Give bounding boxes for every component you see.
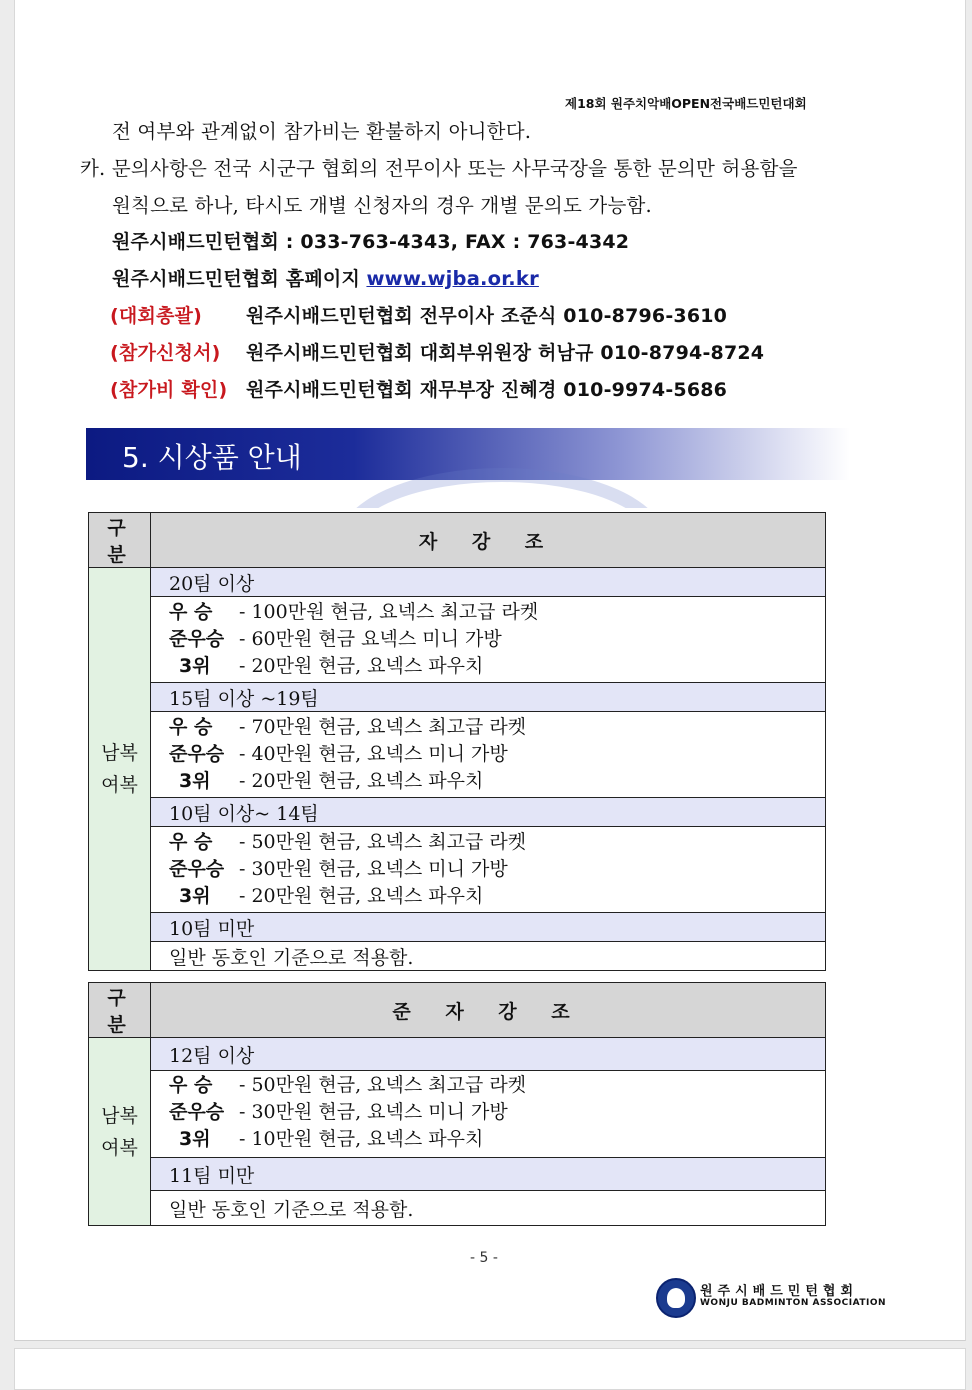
next-page-edge (14, 1348, 966, 1390)
rank-label: 우 승 (169, 1074, 213, 1096)
footer-org-korean: 원주시배드민턴협회 (700, 1284, 859, 1299)
prize-text: - 30만원 현금, 요넥스 미니 가방 (239, 858, 508, 880)
rank-label: 3위 (179, 1128, 211, 1150)
prize-row (169, 714, 825, 741)
contact-row-2 (110, 338, 764, 365)
contact-role: (참가비 확인) (110, 379, 228, 401)
contact-info: 원주시배드민턴협회 대회부위원장 허남규 010-8794-8724 (246, 342, 765, 364)
category-line: 여복 (101, 1136, 138, 1159)
watermark-logo (330, 468, 650, 508)
rank-label: 준우승 (169, 1101, 225, 1123)
prize-list (151, 827, 826, 913)
contact-role: (대회총괄) (110, 305, 202, 327)
contact-info: 원주시배드민턴협회 재무부장 진혜경 010-9974-5686 (246, 379, 728, 401)
phone-fax-line: 원주시배드민턴협회 : 033-763-4343, FAX : 763-4342 (112, 231, 630, 253)
category-cell (89, 1038, 151, 1226)
section-title: 5. 시상품 안내 (122, 441, 302, 474)
prize-row (169, 741, 825, 768)
rank-label: 준우승 (169, 858, 225, 880)
prize-row (169, 1126, 825, 1153)
rank-label: 3위 (179, 655, 211, 677)
header-category: 구 분 (89, 983, 151, 1038)
prize-row (169, 768, 825, 795)
body-line-1: 전 여부와 관계없이 참가비는 환불하지 아니한다. (112, 120, 532, 143)
prize-table-semi-strong (88, 982, 826, 1226)
rank-label: 우 승 (169, 601, 213, 623)
homepage-line (112, 264, 539, 291)
table-header-row (89, 983, 826, 1038)
rank-label: 3위 (179, 885, 211, 907)
body-line-2: 카. 문의사항은 전국 시군구 협회의 전무이사 또는 사무국장을 통한 문의만 허용함을 (80, 157, 798, 180)
rank-label: 준우승 (169, 743, 225, 765)
homepage-label: 원주시배드민턴협회 홈페이지 (112, 268, 361, 290)
prize-list (151, 712, 826, 798)
tier-label: 11팀 미만 (151, 1158, 826, 1191)
prize-list (151, 1071, 826, 1158)
homepage-link[interactable]: www.wjba.or.kr (366, 267, 539, 290)
prize-text: - 40만원 현금, 요넥스 미니 가방 (239, 743, 508, 765)
prize-row (169, 1072, 825, 1099)
prize-text: - 10만원 현금, 요넥스 파우치 (239, 1128, 484, 1150)
general-rule-text: 일반 동호인 기준으로 적용함. (151, 942, 826, 971)
prize-row (169, 653, 825, 680)
prize-list (151, 597, 826, 683)
rank-label: 우 승 (169, 831, 213, 853)
rank-label: 우 승 (169, 716, 213, 738)
body-line-3: 원칙으로 하나, 타시도 개별 신청자의 경우 개별 문의도 가능함. (112, 194, 652, 217)
category-cell (89, 568, 151, 971)
prize-text: - 20만원 현금, 요넥스 파우치 (239, 770, 484, 792)
tier-label: 10팀 미만 (151, 913, 826, 942)
tier-label: 15팀 이상 ~19팀 (151, 683, 826, 712)
table-header-row (89, 513, 826, 568)
tier-label: 10팀 이상~ 14팀 (151, 798, 826, 827)
prize-row (169, 883, 825, 910)
prize-row (169, 599, 825, 626)
tier-label: 20팀 이상 (151, 568, 826, 597)
rank-label: 준우승 (169, 628, 225, 650)
association-emblem-icon (656, 1278, 696, 1318)
header-division: 자 강 조 (151, 513, 826, 568)
contact-row-3 (110, 375, 727, 402)
prize-row (169, 829, 825, 856)
prize-text: - 30만원 현금, 요넥스 미니 가방 (239, 1101, 508, 1123)
contact-info: 원주시배드민턴협회 전무이사 조준식 010-8796-3610 (246, 305, 728, 327)
prize-text: - 70만원 현금, 요넥스 최고급 라켓 (239, 716, 527, 738)
document-header: 제18회 원주치악배OPEN전국배드민턴대회 (565, 96, 807, 111)
prize-text: - 60만원 현금 요넥스 미니 가방 (239, 628, 502, 650)
tier-label: 12팀 이상 (151, 1038, 826, 1071)
prize-row (169, 1099, 825, 1126)
category-line: 남복 (101, 1104, 138, 1127)
prize-table-self-strong (88, 512, 826, 971)
page-number: - 5 - (470, 1250, 498, 1266)
contact-role: (참가신청서) (110, 342, 221, 364)
general-rule-text: 일반 동호인 기준으로 적용함. (151, 1191, 826, 1226)
category-line: 여복 (101, 774, 138, 796)
header-division: 준 자 강 조 (151, 983, 826, 1038)
rank-label: 3위 (179, 770, 211, 792)
category-line: 남복 (101, 742, 138, 764)
header-category: 구 분 (89, 513, 151, 568)
footer-org-english: WONJU BADMINTON ASSOCIATION (700, 1298, 887, 1308)
prize-row (169, 626, 825, 653)
prize-row (169, 856, 825, 883)
prize-text: - 100만원 현금, 요넥스 최고급 라켓 (239, 601, 539, 623)
prize-text: - 50만원 현금, 요넥스 최고급 라켓 (239, 831, 527, 853)
prize-text: - 20만원 현금, 요넥스 파우치 (239, 655, 484, 677)
prize-text: - 50만원 현금, 요넥스 최고급 라켓 (239, 1074, 527, 1096)
contact-row-1 (110, 301, 727, 328)
prize-text: - 20만원 현금, 요넥스 파우치 (239, 885, 484, 907)
